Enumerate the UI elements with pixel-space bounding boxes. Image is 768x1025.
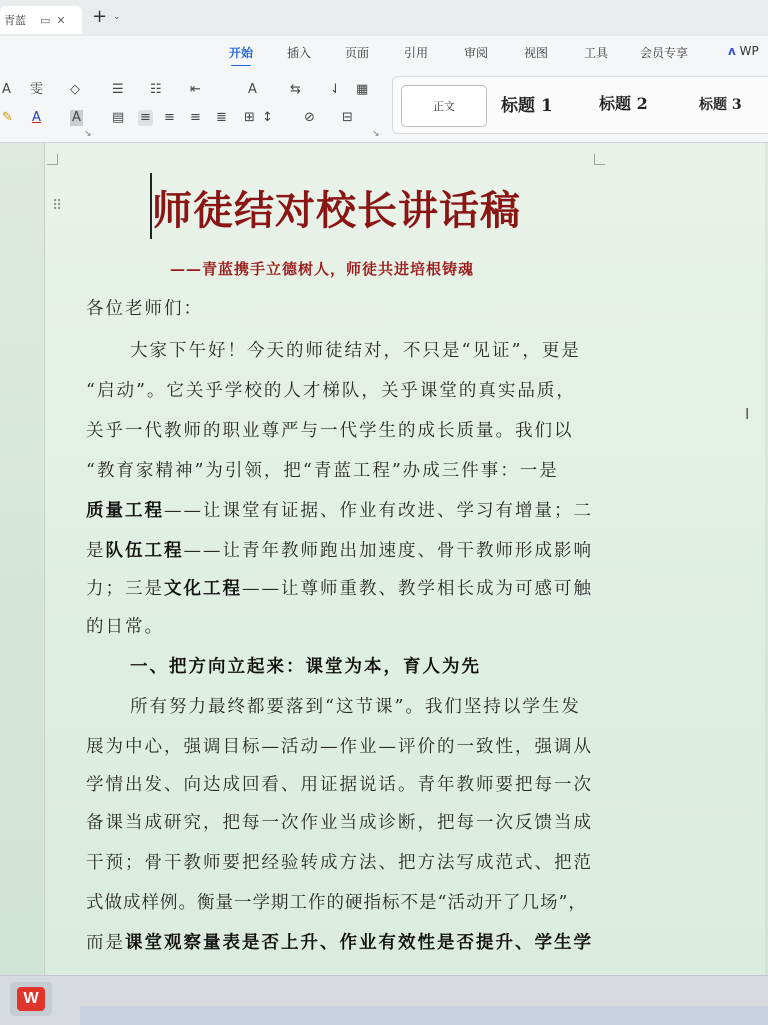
tab-home[interactable]: 开始	[229, 46, 254, 60]
tab-insert[interactable]: 插入	[287, 46, 312, 60]
paragraph-line: “启动”。它关乎学校的人才梯队，关乎课堂的真实品质，	[86, 381, 576, 401]
shading-button[interactable]: ⊘	[304, 110, 315, 125]
bold-term: 质量工程	[86, 501, 164, 521]
taskbar-strip	[80, 1006, 768, 1025]
paragraph-dialog-launcher-icon[interactable]: ↘	[372, 129, 380, 139]
close-icon[interactable]: ✕	[56, 13, 66, 27]
paragraph-line: 的日常。	[86, 617, 164, 637]
styles-gallery	[392, 76, 768, 134]
font-dialog-launcher-icon[interactable]: ↘	[84, 129, 92, 139]
bold-term: 课堂观察量表是否上升、作业有效性是否提升、学生学	[125, 933, 593, 953]
style-normal[interactable]: 正文	[401, 85, 487, 127]
paragraph-line	[86, 497, 593, 522]
document-title: 师徒结对校长讲话稿	[152, 187, 521, 234]
line-text: ——让青年教师跑出加速度、骨干教师形成影响	[183, 541, 593, 561]
paragraph-line: 大家下午好！今天的师徒结对，不只是“见证”，更是	[130, 341, 581, 361]
decrease-indent-button[interactable]: ⇤	[190, 82, 201, 97]
font-size-increase-button[interactable]: A	[2, 82, 11, 97]
paragraph-line	[86, 575, 593, 600]
char-shading-button[interactable]: A	[72, 110, 81, 125]
text-direction-button[interactable]: ⇆	[290, 82, 301, 97]
document-subtitle: ——青蓝携手立德树人，师徒共进培根铸魂	[170, 260, 475, 278]
line-spacing-button[interactable]: ↕	[262, 110, 273, 125]
show-marks-button[interactable]: ▦	[356, 82, 369, 97]
document-tab-title: 青蓝	[4, 14, 26, 27]
line-text: 是	[86, 541, 106, 561]
tab-member[interactable]: 会员专享	[640, 46, 689, 60]
distributed-button[interactable]: ≣	[216, 110, 227, 125]
style-heading-2[interactable]: 标题 2	[599, 94, 648, 113]
style-heading-1[interactable]: 标题 1	[501, 96, 553, 116]
section-heading: 一、把方向立起来：课堂为本，育人为先	[130, 657, 481, 677]
align-right-button[interactable]: ≡	[164, 110, 175, 125]
sort-button[interactable]: ⇃	[330, 82, 341, 97]
paragraph-line	[86, 537, 593, 562]
new-tab-icon[interactable]: +	[92, 6, 108, 27]
page-corner-mark	[47, 154, 58, 165]
phonetic-guide-button[interactable]: 雯	[30, 82, 44, 97]
line-text: 而是	[86, 933, 125, 953]
paragraph-line: 关乎一代教师的职业尊严与一代学生的成长质量。我们以	[86, 421, 574, 441]
paragraph-drag-handle-icon[interactable]: ⠿	[52, 198, 63, 214]
tab-view[interactable]: 视图	[524, 46, 549, 60]
align-left-button[interactable]: ▤	[112, 110, 125, 125]
borders-button[interactable]: ⊟	[342, 110, 353, 125]
tab-wps-ai[interactable]	[728, 44, 759, 58]
change-case-button[interactable]: A	[248, 82, 257, 97]
clear-format-icon[interactable]: ◇	[70, 82, 80, 97]
document-tab[interactable]	[0, 6, 82, 34]
align-center-button[interactable]: ≡	[140, 110, 151, 125]
document-workspace[interactable]	[0, 143, 768, 975]
salutation: 各位老师们：	[86, 299, 203, 319]
chevron-down-icon[interactable]: ⌄	[113, 12, 121, 22]
paragraph-line: 展为中心，强调目标—活动—作业—评价的一致性，强调从	[86, 737, 593, 757]
style-heading-3[interactable]: 标题 3	[699, 97, 742, 113]
bold-term: 队伍工程	[105, 541, 184, 561]
paragraph-line: 学情出发、向达成回看、用证据说话。青年教师要把每一次	[86, 775, 593, 795]
wps-ai-icon: ʌ	[728, 44, 736, 58]
tab-tools[interactable]: 工具	[584, 46, 609, 60]
paragraph-line	[86, 929, 593, 954]
columns-button[interactable]: ⊞	[244, 110, 255, 125]
taskbar	[0, 975, 768, 1025]
line-text: ——让尊师重教、教学相长成为可感可触	[242, 579, 593, 599]
bold-term: 文化工程	[164, 579, 242, 599]
page-corner-mark	[594, 154, 605, 165]
paragraph-line: 干预；骨干教师要把经验转成方法、把方法写成范式、把范	[86, 853, 593, 873]
ribbon-toolbar	[0, 66, 768, 143]
tab-references[interactable]: 引用	[404, 46, 429, 60]
justify-button[interactable]: ≡	[190, 110, 201, 125]
tab-page[interactable]: 页面	[345, 46, 370, 60]
window-tab-strip	[0, 0, 768, 36]
line-text: 力；三是	[86, 579, 164, 599]
ribbon-tabs	[0, 36, 768, 66]
wps-logo-icon: W	[17, 987, 45, 1011]
wps-taskbar-button[interactable]	[10, 982, 52, 1016]
tab-review[interactable]: 审阅	[464, 46, 489, 60]
line-text: ——让课堂有证据、作业有改进、学习有增量；二	[164, 501, 593, 521]
paragraph-line: 所有努力最终都要落到“这节课”。我们坚持以学生发	[130, 697, 581, 717]
font-color-button[interactable]: A	[32, 110, 41, 125]
paragraph-line: “教育家精神”为引领，把“青蓝工程”办成三件事：一是	[86, 461, 559, 481]
paragraph-line: 备课当成研究，把每一次作业当成诊断，把每一次反馈当成	[86, 813, 593, 833]
highlight-button[interactable]: ✎	[2, 110, 13, 125]
bullet-list-button[interactable]: ☰	[112, 82, 124, 97]
paragraph-line: 式做成样例。衡量一学期工作的硬指标不是“活动开了几场”，	[86, 893, 587, 913]
comment-icon: ▭	[40, 13, 51, 27]
numbered-list-button[interactable]: ☷	[150, 82, 162, 97]
text-cursor-icon: I	[745, 405, 750, 423]
wps-ai-label: WP	[739, 44, 759, 58]
